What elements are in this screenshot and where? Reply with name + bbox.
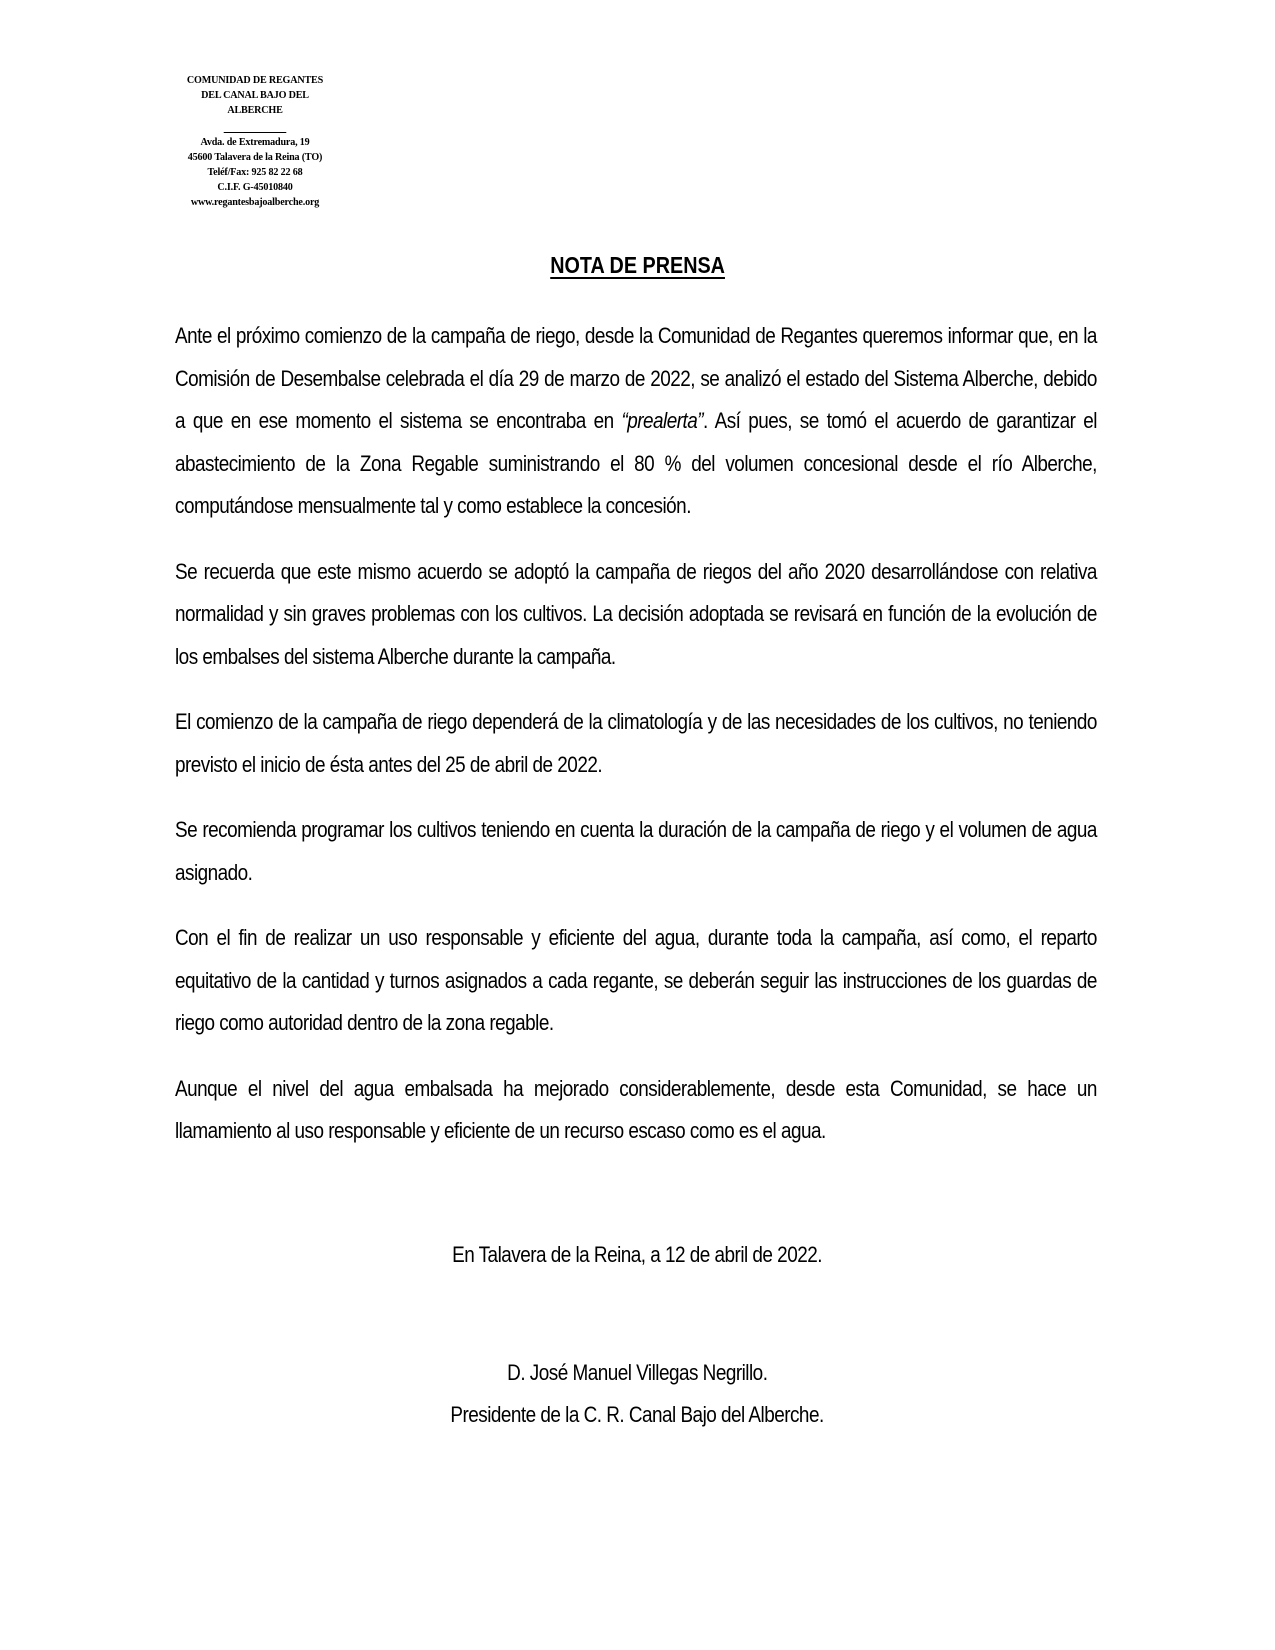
signer-role: Presidente de la C. R. Canal Bajo del Alberche. bbox=[450, 1402, 825, 1427]
org-name-line-1: COMUNIDAD DE REGANTES bbox=[186, 74, 324, 86]
address-cif: C.I.F. G-45010840 bbox=[217, 181, 293, 193]
org-name-line-3: ALBERCHE bbox=[227, 104, 283, 116]
address-street: Avda. de Extremadura, 19 bbox=[200, 136, 310, 148]
letterhead bbox=[158, 73, 351, 210]
address-phone: Teléf/Fax: 925 82 22 68 bbox=[207, 166, 303, 178]
paragraph-1-text-start: Ante el próximo comienzo de la campaña de riego, desde la Comunidad de Regantes queremos informar que, en la Comisión de Desembalse celebrada el día 29 de marzo de 2022, se analizó el estado del Sistema Alberche, debido a que en ese momento el sistema se encontraba en bbox=[175, 323, 1097, 433]
paragraph-1 bbox=[175, 315, 1097, 528]
document-title: NOTA DE PRENSA bbox=[550, 252, 725, 278]
paragraph-3: El comienzo de la campaña de riego dependerá de la climatología y de las necesidades de los cultivos, no teniendo previsto el inicio de ésta antes del 25 de abril de 2022. bbox=[175, 709, 1097, 777]
paragraph-5: Con el fin de realizar un uso responsable y eficiente del agua, durante toda la campaña, así como, el reparto equitativo de la cantidad y turnos asignados a cada regante, se deberán seguir las instrucciones de los guardas de riego como autoridad dentro de la zona regable. bbox=[175, 925, 1097, 1035]
address-website: www.regantesbajoalberche.org bbox=[190, 196, 320, 208]
paragraph-2: Se recuerda que este mismo acuerdo se adoptó la campaña de riegos del año 2020 desarrollándose con relativa normalidad y sin graves problemas con los cultivos. La decisión adoptada se revisará en función de la evolución de los embalses del sistema Alberche durante la campaña. bbox=[175, 558, 1097, 669]
paragraph-1-italic-term: “prealerta” bbox=[621, 408, 704, 433]
paragraph-6: Aunque el nivel del agua embalsada ha mejorado considerablemente, desde esta Comunidad, se hace un llamamiento al uso responsable y eficiente de un recurso escaso como es el agua. bbox=[175, 1075, 1097, 1143]
letterhead-divider bbox=[224, 120, 287, 133]
document-title-container bbox=[0, 250, 1275, 280]
signer-name-container bbox=[0, 1358, 1275, 1388]
signer-role-container bbox=[0, 1400, 1275, 1430]
date-line: En Talavera de la Reina, a 12 de abril de 2022. bbox=[452, 1242, 823, 1267]
address-city: 45600 Talavera de la Reina (TO) bbox=[187, 151, 323, 163]
date-line-container bbox=[0, 1240, 1275, 1270]
paragraph-1-text-end: . Así pues, se tomó el acuerdo de garantizar el abastecimiento de la Zona Regable suministrando el 80 % del volumen concesional desde el río Alberche, computándose mensualmente tal y como establece la concesión. bbox=[175, 408, 1097, 518]
document-body bbox=[175, 315, 1097, 1176]
paragraph-4: Se recomienda programar los cultivos teniendo en cuenta la duración de la campaña de riego y el volumen de agua asignado. bbox=[175, 817, 1097, 885]
org-name-line-2: DEL CANAL BAJO DEL bbox=[201, 89, 309, 101]
signer-name: D. José Manuel Villegas Negrillo. bbox=[507, 1360, 768, 1385]
